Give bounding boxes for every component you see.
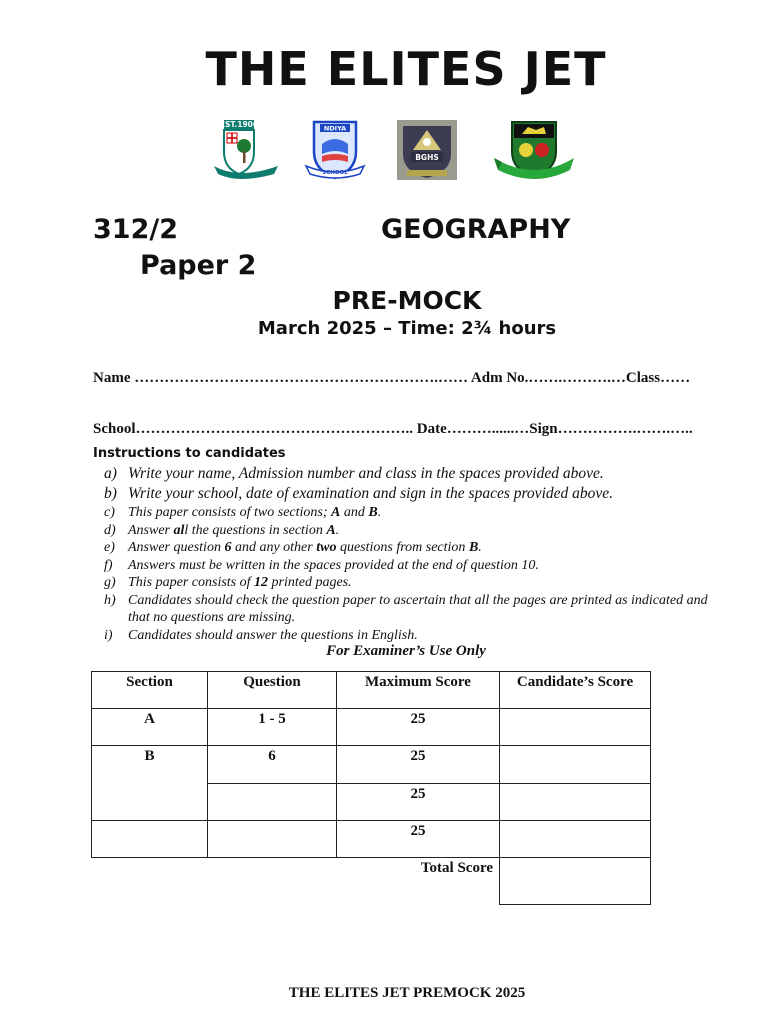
exam-type: PRE-MOCK xyxy=(332,286,482,315)
table-row xyxy=(92,821,651,858)
school-date-sign-field[interactable]: School……………………………………………….. Date………......…Sign…………….…….….. xyxy=(93,421,693,437)
instruction-item: b) Write your school, date of examination and sign in the spaces provided above. xyxy=(104,485,614,502)
candidate-score-cell[interactable] xyxy=(500,746,651,784)
page-title: THE ELITES JET xyxy=(205,42,607,96)
question-cell: 1 - 5 xyxy=(208,709,337,746)
instructions-heading: Instructions to candidates xyxy=(93,446,286,461)
name-adm-class-field[interactable]: Name …………………………………………………….…… Adm No.…….……….…Class…… xyxy=(93,370,691,386)
section-cell xyxy=(92,821,208,858)
instruction-item: f) Answers must be written in the spaces provided at the end of question 10. xyxy=(104,557,539,573)
table-header-row xyxy=(92,672,651,709)
max-score-cell: 25 xyxy=(337,746,500,784)
question-cell xyxy=(208,784,337,821)
instruction-item: i) Candidates should answer the questions in English. xyxy=(104,627,418,643)
svg-text:EST.1906: EST.1906 xyxy=(219,120,259,129)
question-cell: 6 xyxy=(208,746,337,784)
instruction-item: d) Answer all the questions in section A. xyxy=(104,522,340,538)
column-header: Section xyxy=(92,672,208,709)
candidate-score-cell[interactable] xyxy=(500,709,651,746)
page-footer: THE ELITES JET PREMOCK 2025 xyxy=(288,985,526,1001)
max-score-cell: 25 xyxy=(337,709,500,746)
instructions-list xyxy=(104,464,724,644)
max-score-cell: 25 xyxy=(337,821,500,858)
instruction-item: g) This paper consists of 12 printed pages. xyxy=(104,575,352,590)
instruction-item: e) Answer question 6 and any other two questions from section B. xyxy=(104,540,482,555)
bghs-logo xyxy=(397,118,457,182)
svg-text:SCHOOL: SCHOOL xyxy=(322,170,348,176)
candidate-score-cell[interactable] xyxy=(500,784,651,821)
tree-crest-logo xyxy=(212,118,280,182)
max-score-cell: 25 xyxy=(337,784,500,821)
paper-number: Paper 2 xyxy=(140,250,257,281)
score-table xyxy=(91,671,651,905)
total-score-label: Total Score xyxy=(420,860,493,876)
section-cell: B xyxy=(92,746,208,821)
examiner-heading: For Examiner’s Use Only xyxy=(326,643,486,659)
svg-text:BGHS: BGHS xyxy=(415,153,439,162)
instruction-item: a) Write your name, Admission number and class in the spaces provided above. xyxy=(104,465,604,482)
exam-date-time: March 2025 – Time: 2¾ hours xyxy=(257,318,557,339)
svg-text:NDIYA: NDIYA xyxy=(323,124,347,133)
green-shield-logo xyxy=(492,118,576,182)
nd-school-logo xyxy=(302,118,368,182)
paper-code: 312/2 xyxy=(93,214,179,245)
column-header: Question xyxy=(208,672,337,709)
table-row xyxy=(92,709,651,746)
column-header: Candidate’s Score xyxy=(500,672,651,709)
candidate-score-cell[interactable] xyxy=(500,821,651,858)
section-cell: A xyxy=(92,709,208,746)
subject-title: GEOGRAPHY xyxy=(381,214,571,245)
instruction-item: c) This paper consists of two sections; A and B. xyxy=(104,505,382,520)
total-row xyxy=(92,858,651,905)
table-row xyxy=(92,746,651,784)
question-cell xyxy=(208,821,337,858)
column-header: Maximum Score xyxy=(337,672,500,709)
instruction-item: h) Candidates should check the question paper to ascertain that all the pages are printed as indicated and that no questions are missing. xyxy=(104,592,708,625)
total-score-cell[interactable] xyxy=(500,858,651,905)
